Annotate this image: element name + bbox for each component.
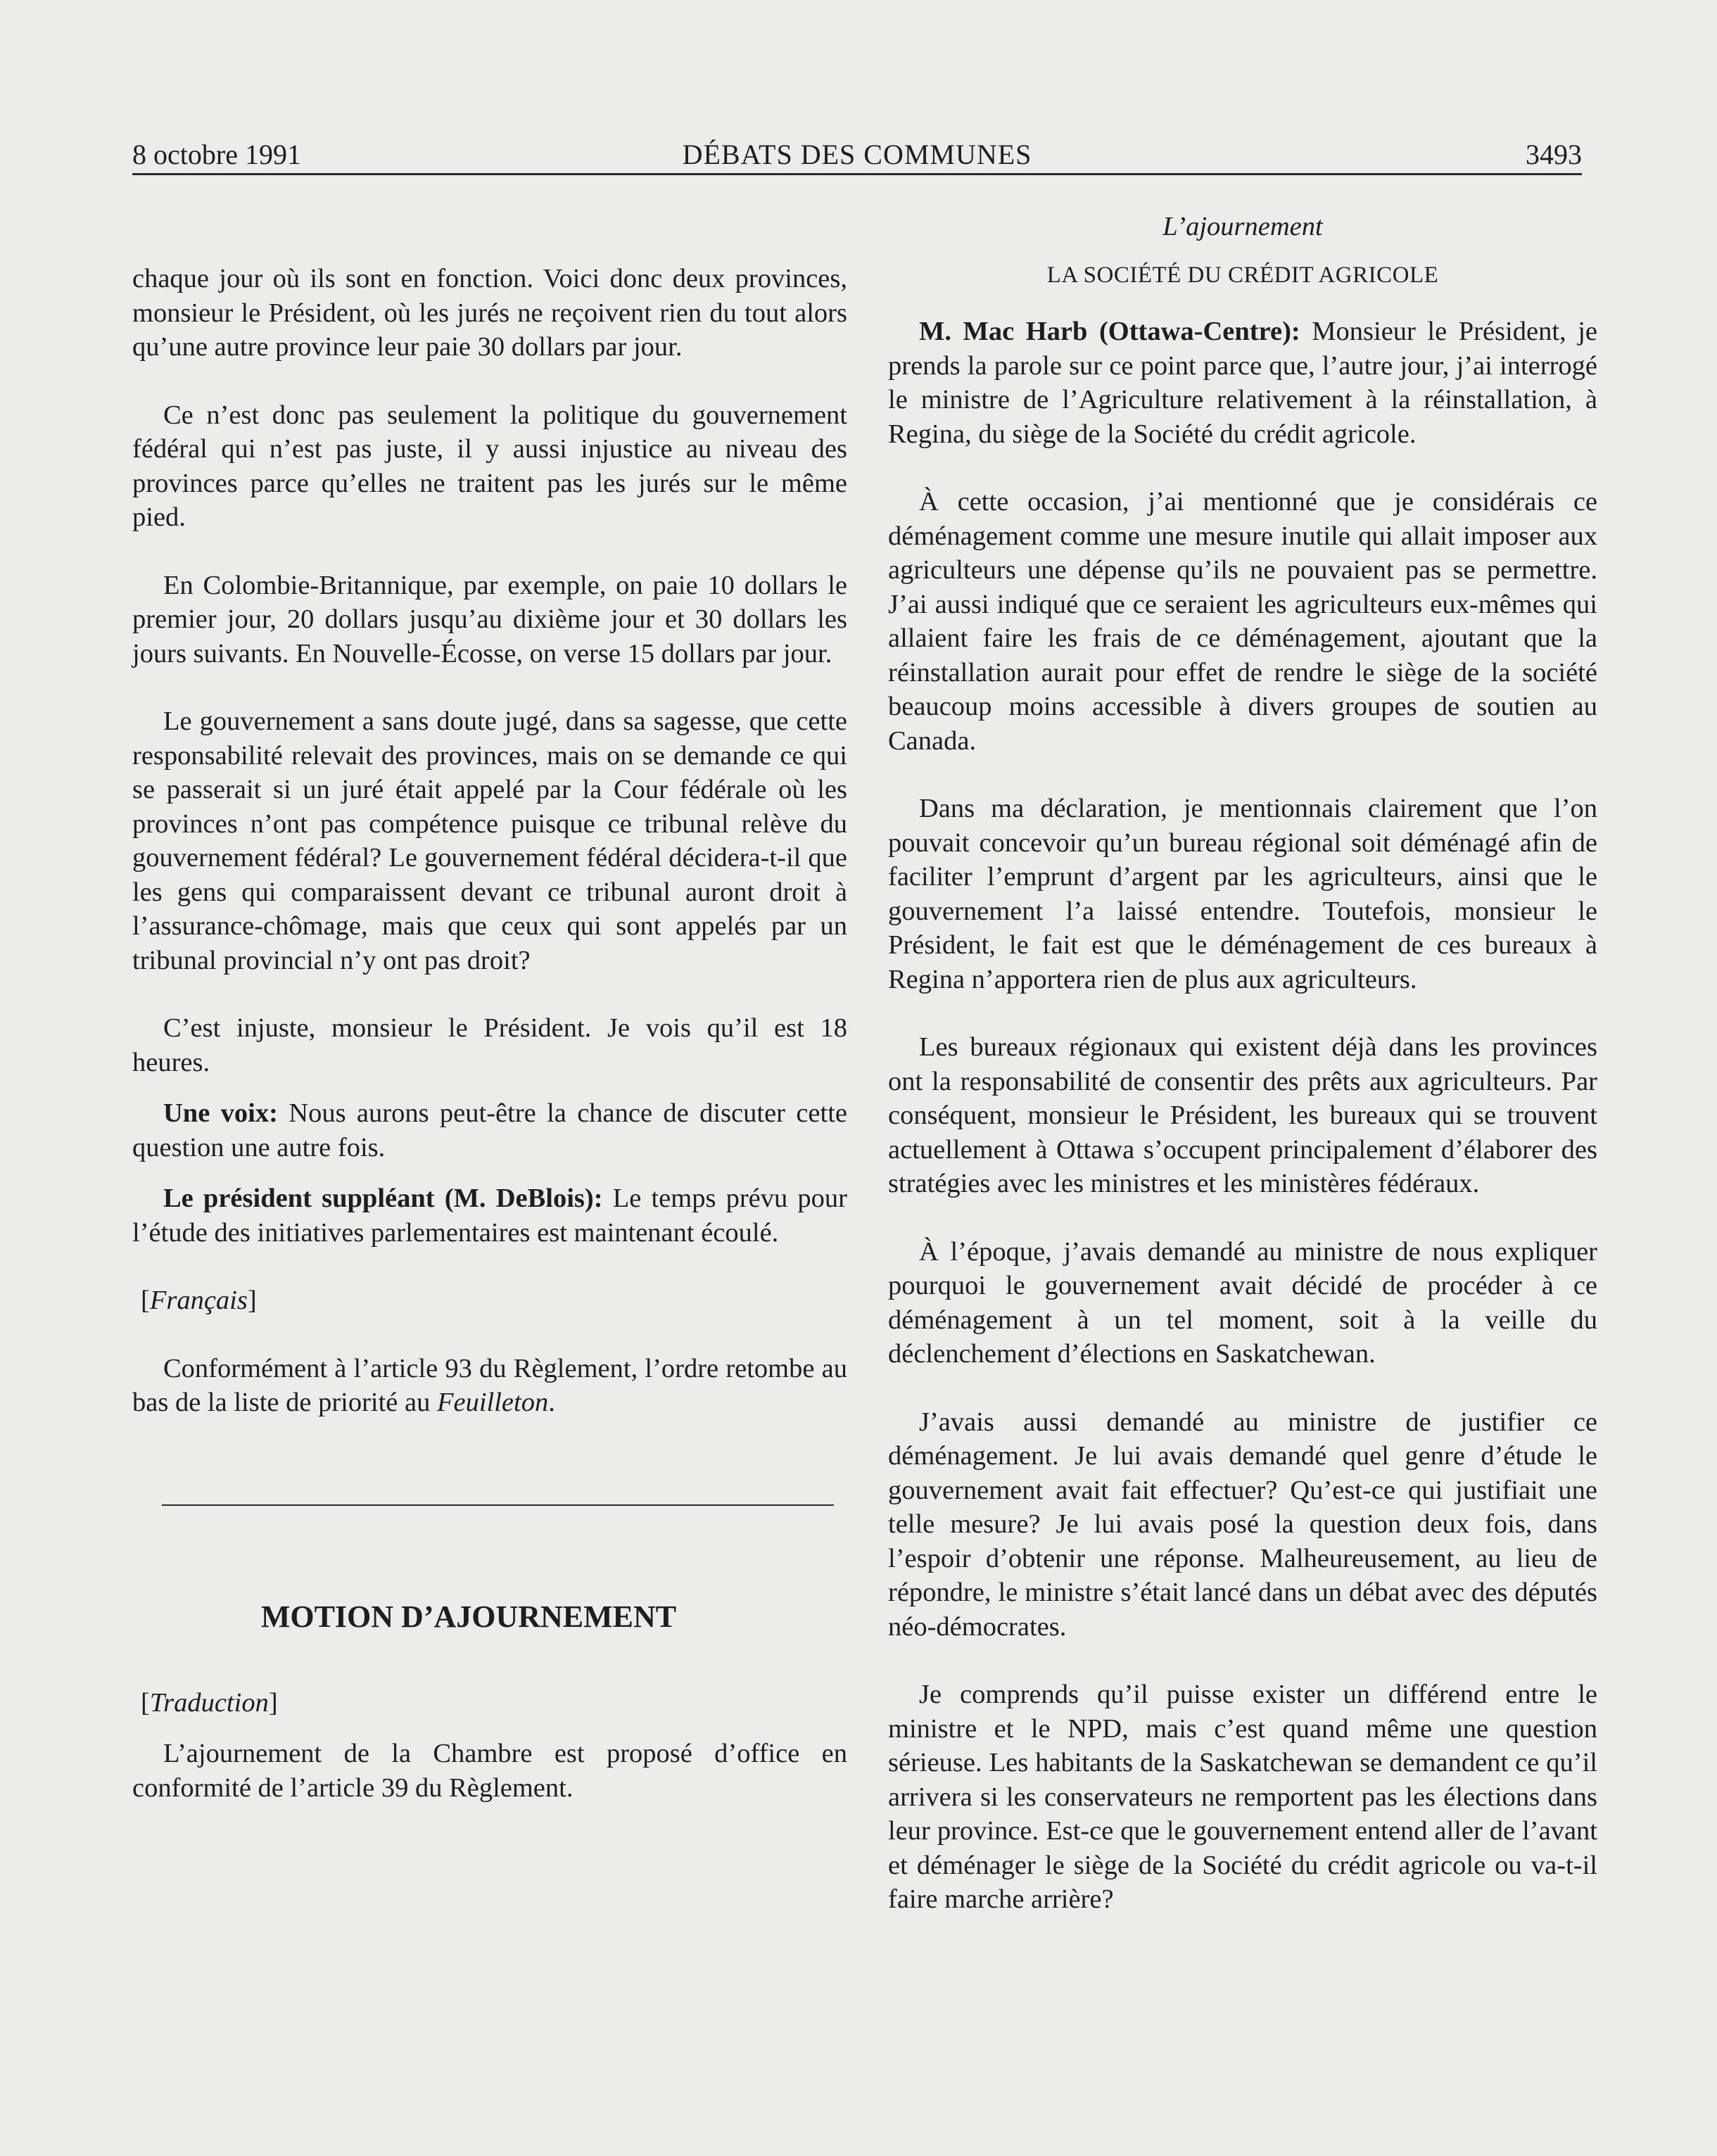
translation-tag: [Traduction] <box>141 1687 278 1718</box>
speech-paragraph <box>132 1096 847 1165</box>
speaker-name: M. Mac Harb (Ottawa-Centre): <box>919 317 1300 346</box>
translation-tag-text: Traduction <box>149 1687 269 1718</box>
paragraph: En Colombie-Britannique, par exemple, on paie 10 dollars le premier jour, 20 dollars jusqu’au dixième jour et 30 dollars les jours suivants. En Nouvelle-Écosse, on verse 15 dollars par jour. <box>132 570 847 668</box>
language-tag-text: Français <box>149 1286 248 1315</box>
paragraph: Le gouvernement a sans doute jugé, dans sa sagesse, que cette responsabilité relevait des provinces, mais on se demande ce qui se passerait si un juré était appelé par la Cour fédérale où les provinces n’ont pas compétence puisque ce tribunal relève du gouvernement fédéral? Le gouvernement fédéral décidera-t-il que les gens qui comparaissent devant ce tribunal auront droit à l’assurance-chômage, mais que ceux qui sont appelés par un tribunal provincial n’y ont pas droit? <box>132 706 847 975</box>
paragraph: À cette occasion, j’ai mentionné que je considérais ce déménagement comme une mesure inutile qui allait imposer aux agriculteurs une dépense qu’ils ne pouvaient pas se permettre. J’ai aussi indiqué que ce seraient les agriculteurs eux-mêmes qui allaient faire les frais de ce déménagement, ajoutant que la réinstallation aurait pour effet de rendre le siège de la société beaucoup moins accessible à divers groupes de soutien au Canada. <box>888 487 1597 756</box>
right-column <box>888 210 1597 1917</box>
paragraph-text: Conformément à l’article 93 du Règlement, l’ordre retombe au bas de la liste de priorité au <box>132 1353 847 1417</box>
paragraph: L’ajournement de la Chambre est proposé d’office en conformité de l’article 39 du Règlement. <box>132 1739 847 1803</box>
speech-paragraph <box>132 1181 847 1250</box>
paragraph: C’est injuste, monsieur le Président. Je vois qu’il est 18 heures. <box>132 1013 847 1077</box>
paragraph: À l’époque, j’avais demandé au ministre de nous expliquer pourquoi le gouvernement avait décidé de procéder à ce déménagement à un tel moment, soit à la veille du déclenchement d’élections en Saskatchewan. <box>888 1236 1597 1369</box>
header-date: 8 octobre 1991 <box>132 139 301 170</box>
paragraph-end: . <box>548 1388 555 1417</box>
feuilleton-italic: Feuilleton <box>436 1388 549 1417</box>
section-heading <box>888 210 1597 244</box>
paragraph: Ce n’est donc pas seulement la politique du gouvernement fédéral qui n’est pas juste, il y aussi injustice au niveau des provinces parce qu’elles ne traitent pas les jurés sur le même pied. <box>132 400 847 532</box>
page-header <box>132 134 1582 176</box>
left-column <box>132 262 847 1805</box>
section-heading-text: L’ajournement <box>1162 212 1323 241</box>
paragraph: Je comprends qu’il puisse exister un différend entre le ministre et le NPD, mais c’est quand même une question sérieuse. Les habitants de la Saskatchewan se demandent ce qu’il arrivera si les conservateurs ne remportent pas les élections dans leur province. Est-ce que le gouvernement entend aller de l’avant et déménager le siège de la Société du crédit agricole ou va-t-il faire marche arrière? <box>888 1680 1597 1914</box>
language-tag: [Français] <box>141 1286 257 1315</box>
subsection-heading: LA SOCIÉTÉ DU CRÉDIT AGRICOLE <box>1046 262 1439 288</box>
speech-paragraph <box>888 315 1597 451</box>
speech-text: Monsieur le Président, je prends la parole sur ce point parce que, l’autre jour, j’ai interrogé le ministre de l’Agriculture relativement à la réinstallation, à Regina, du siège de la Société du crédit agricole. <box>888 317 1597 449</box>
paragraph: chaque jour où ils sont en fonction. Voici donc deux provinces, monsieur le Président, où les jurés ne reçoivent rien du tout alors qu’une autre province leur paie 30 dollars par jour. <box>132 264 847 362</box>
speaker-name: Une voix: <box>163 1098 278 1128</box>
paragraph: J’avais aussi demandé au ministre de justifier ce déménagement. Je lui avais demandé quel genre d’étude le gouvernement avait fait effectuer? Qu’est-ce qui justifiait une telle mesure? Je lui avais posé la question deux fois, dans l’espoir d’obtenir une réponse. Malheureusement, au lieu de répondre, le ministre s’était lancé dans un débat avec des députés néo-démocrates. <box>888 1407 1597 1642</box>
header-title: DÉBATS DES COMMUNES <box>682 139 1032 170</box>
header-rule <box>132 173 1582 175</box>
page-number: 3493 <box>1526 139 1582 170</box>
paragraph: Les bureaux régionaux qui existent déjà dans les provinces ont la responsabilité de consentir des prêts aux agriculteurs. Par conséquent, monsieur le Président, les bureaux qui se trouvent actuellement à Ottawa s’occupent principalement d’élaborer des stratégies avec les ministres et les ministères fédéraux. <box>888 1032 1597 1198</box>
speech-text: Nous aurons peut-être la chance de discuter cette question une autre fois. <box>132 1098 848 1162</box>
motion-title: MOTION D’AJOURNEMENT <box>260 1599 677 1634</box>
speech-text: Le temps prévu pour l’étude des initiatives parlementaires est maintenant écoulé. <box>132 1184 847 1248</box>
speaker-name: Le président suppléant (M. DeBlois): <box>163 1184 603 1213</box>
paragraph <box>132 1352 847 1420</box>
paragraph: Dans ma déclaration, je mentionnais clairement que l’on pouvait concevoir qu’un bureau régional soit déménagé afin de faciliter l’emprunt d’argent par les agriculteurs, ainsi que le gouvernement l’a laissé entendre. Toutefois, monsieur le Président, le fait est que le déménagement de ces bureaux à Regina n’apportera rien de plus aux agriculteurs. <box>888 794 1597 994</box>
